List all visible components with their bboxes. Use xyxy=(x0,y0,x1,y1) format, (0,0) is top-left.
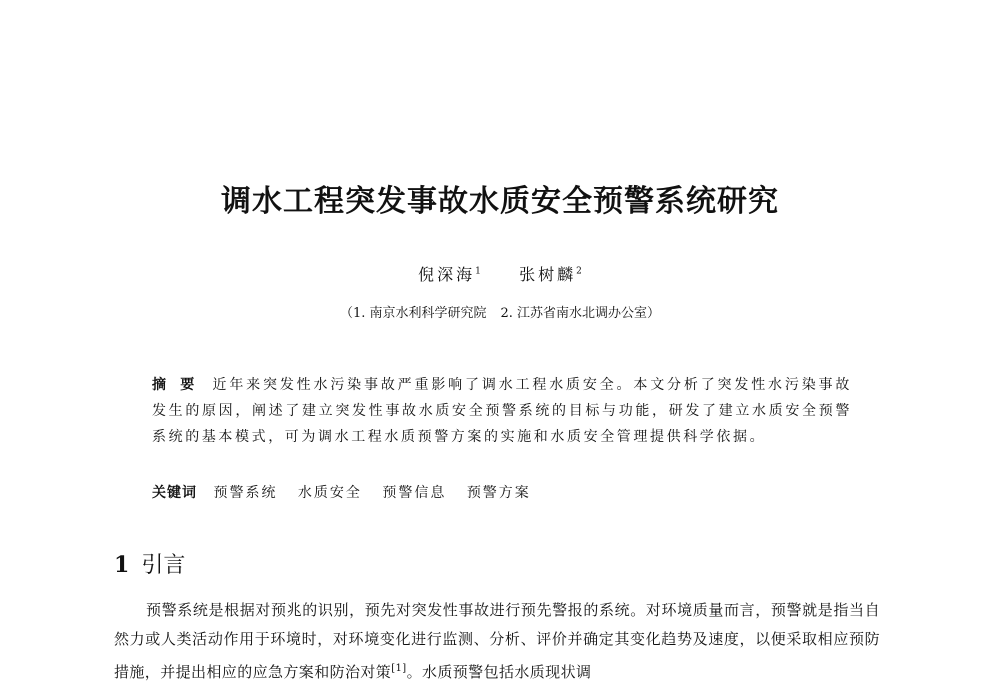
section-number: 1 xyxy=(114,552,130,578)
author-name: 倪深海 xyxy=(418,265,476,284)
author-line xyxy=(0,262,1000,285)
keyword-item: 水质安全 xyxy=(297,485,362,501)
keywords-label: 关键词 xyxy=(152,485,197,501)
body-text-part: 预警系统是根据对预兆的识别，预先对突发性事故进行预先警报的系统。对环境质量而言，预警就是指当自然力或人类活动作用于环境时，对环境变化进行监测、分析、评价并确定其变化趋势及速度，以便采取相应预防措施，并提出相应的应急方案和防治对策 xyxy=(114,601,880,681)
abstract-block xyxy=(152,372,852,450)
affiliation-open-paren: （ xyxy=(339,306,353,321)
keywords-block xyxy=(152,482,852,502)
affiliation-line xyxy=(0,302,1000,321)
keyword-item: 预警信息 xyxy=(382,485,447,501)
body-text-part: 。水质预警包括水质现状调 xyxy=(406,663,592,681)
section-title: 引言 xyxy=(141,553,186,578)
abstract-label: 摘要 xyxy=(152,377,209,393)
affiliation-item: 2. 江苏省南水北调办公室 xyxy=(500,306,648,321)
citation-ref: [1] xyxy=(391,663,407,674)
body-paragraph xyxy=(114,596,880,687)
affiliation-item: 1. 南京水利科学研究院 xyxy=(352,306,487,321)
abstract-text: 近年来突发性水污染事故严重影响了调水工程水质安全。本文分析了突发性水污染事故发生的原因，阐述了建立突发性事故水质安全预警系统的目标与功能，研发了建立水质安全预警系统的基本模式，可为调水工程水质预警方案的实施和水质安全管理提供科学依据。 xyxy=(152,377,852,445)
author-affiliation-mark: 1 xyxy=(475,266,481,277)
author-affiliation-mark: 2 xyxy=(576,266,582,277)
author-name: 张树麟 xyxy=(519,265,577,284)
section-heading xyxy=(114,548,185,579)
paper-title: 调水工程突发事故水质安全预警系统研究 xyxy=(221,184,779,219)
keyword-item: 预警系统 xyxy=(213,485,278,501)
affiliation-close-paren: ） xyxy=(647,306,661,321)
keyword-item: 预警方案 xyxy=(466,485,531,501)
